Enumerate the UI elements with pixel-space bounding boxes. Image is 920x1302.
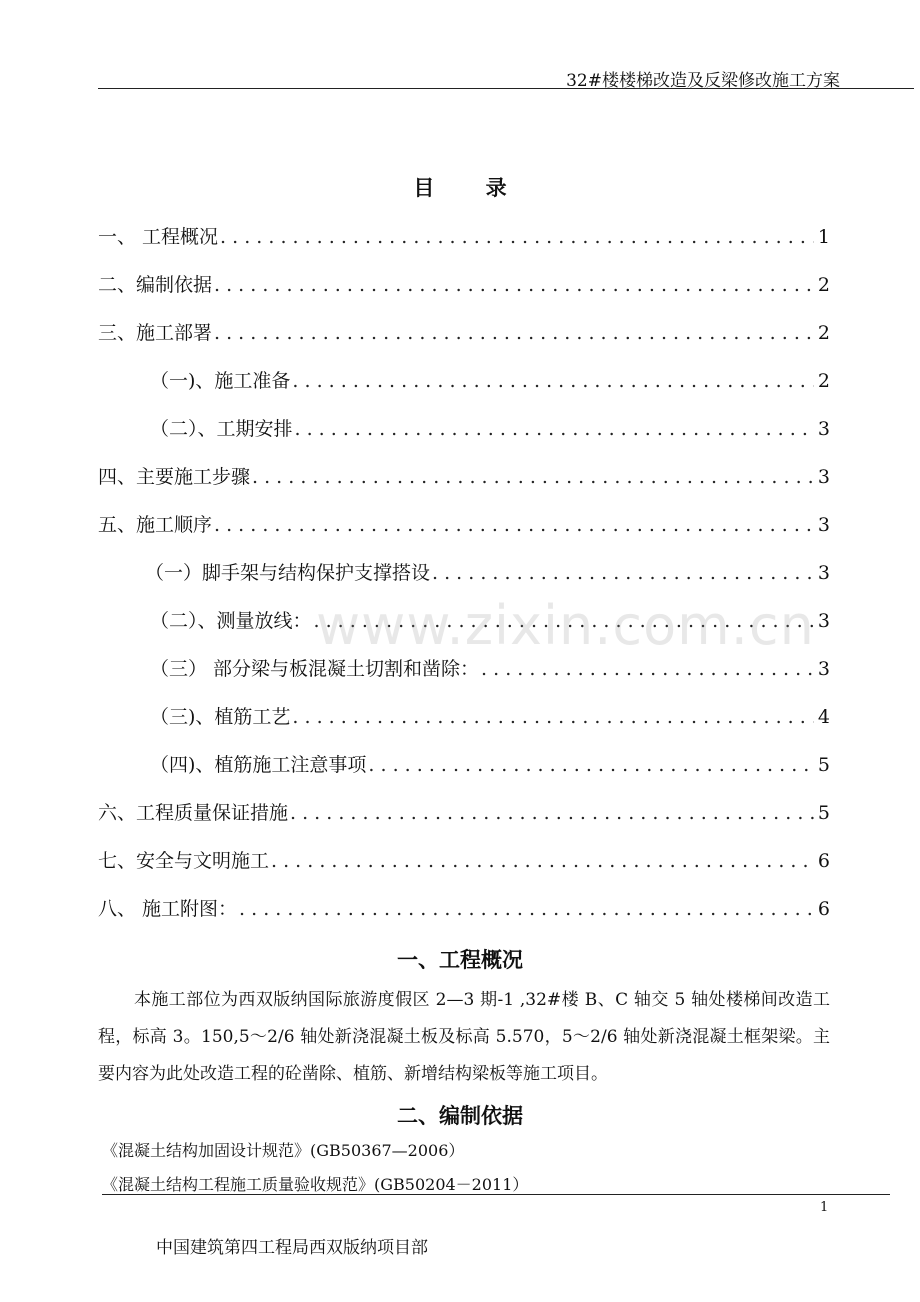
toc-leader: [271, 846, 814, 876]
toc-entry[interactable]: [150, 702, 830, 732]
toc-leader: [292, 702, 813, 732]
toc-leader: [481, 654, 814, 684]
toc-entry[interactable]: [98, 510, 830, 540]
toc-label: （一)、施工准备: [150, 370, 291, 392]
toc-page-number: 3: [817, 466, 830, 488]
toc-leader: [214, 318, 814, 348]
toc-label: 一、 工程概况: [98, 226, 219, 248]
toc-entry[interactable]: [98, 462, 830, 492]
toc-page-number: 1: [817, 226, 830, 248]
toc-label: （二）、测量放线：: [150, 610, 312, 632]
toc-entry[interactable]: [98, 846, 830, 876]
toc-label: 三、施工部署: [98, 322, 213, 344]
toc-label: （三)、植筋工艺: [150, 706, 291, 728]
toc-entry[interactable]: [150, 366, 830, 396]
toc-leader: [290, 798, 814, 828]
toc-leader: [432, 558, 814, 588]
reference-item: 《混凝土结构加固设计规范》(GB50367—2006）: [102, 1141, 465, 1160]
reference-item: 《混凝土结构工程施工质量验收规范》(GB50204－2011）: [102, 1175, 529, 1194]
toc-leader: [239, 894, 814, 924]
toc-page-number: 5: [817, 802, 830, 824]
toc-page-number: 3: [817, 610, 830, 632]
toc-page-number: 4: [817, 706, 830, 728]
toc-leader: [292, 366, 813, 396]
toc-page-number: 3: [817, 562, 830, 584]
toc-page-number: 3: [817, 514, 830, 536]
toc-leader: [214, 510, 814, 540]
toc-leader: [295, 414, 814, 444]
toc-label: （三） 部分梁与板混凝土切割和凿除：: [150, 658, 480, 680]
toc-page-number: 2: [817, 370, 830, 392]
toc-page-number: 2: [817, 274, 830, 296]
toc-leader: [220, 222, 814, 252]
toc-label: 二、编制依据: [98, 274, 213, 296]
toc-entry[interactable]: [98, 270, 830, 300]
toc-label: （一）脚手架与结构保护支撑搭设: [145, 562, 431, 584]
toc-page-number: 6: [817, 850, 830, 872]
toc-page-number: 6: [817, 898, 830, 920]
page-header-title: 32#楼楼梯改造及反梁修改施工方案: [566, 71, 840, 91]
toc-entry[interactable]: [98, 894, 830, 924]
toc-entry[interactable]: [98, 798, 830, 828]
toc-label: 四、主要施工步骤: [98, 466, 251, 488]
toc-entry[interactable]: [150, 654, 830, 684]
toc-leader: [252, 462, 814, 492]
toc-entry[interactable]: [98, 318, 830, 348]
footer-rule: [102, 1194, 890, 1195]
toc-entry[interactable]: [145, 558, 830, 588]
toc-page-number: 2: [817, 322, 830, 344]
footer-page-number: 1: [820, 1200, 829, 1215]
toc-leader: [368, 750, 813, 780]
toc-entry[interactable]: [150, 750, 830, 780]
toc-label: （四)、植筋施工注意事项: [150, 754, 367, 776]
toc-label: 五、施工顺序: [98, 514, 213, 536]
section-heading-basis: 二、编制依据: [397, 1104, 523, 1128]
toc-leader: [214, 270, 814, 300]
footer-organization: 中国建筑第四工程局西双版纳项目部: [156, 1238, 428, 1258]
toc-entry[interactable]: [98, 222, 830, 252]
toc-title: 目 录: [413, 175, 529, 200]
section-heading-overview: 一、工程概况: [397, 948, 523, 972]
watermark: www.zixin.com.cn: [316, 594, 815, 657]
toc-label: 六、工程质量保证措施: [98, 802, 289, 824]
toc-page-number: 5: [817, 754, 830, 776]
toc-label: （二）、工期安排: [150, 418, 293, 440]
toc-label: 七、安全与文明施工: [98, 850, 270, 872]
header-rule: [98, 88, 914, 89]
overview-paragraph: 本施工部位为西双版纳国际旅游度假区 2—3 期-1 ,32#楼 B、C 轴交 5 轴处楼梯间改造工程，标高 3。150,5～2/6 轴处新浇混凝土板及标高 5.570，5～2/6 轴处新浇混凝土框架梁。主要内容为此处改造工程的砼凿除、植筋、新增结构梁板等施工项目。: [98, 990, 830, 1084]
toc-page-number: 3: [817, 418, 830, 440]
toc-label: 八、 施工附图：: [98, 898, 238, 920]
toc-page-number: 3: [817, 658, 830, 680]
toc-entry[interactable]: [150, 414, 830, 444]
